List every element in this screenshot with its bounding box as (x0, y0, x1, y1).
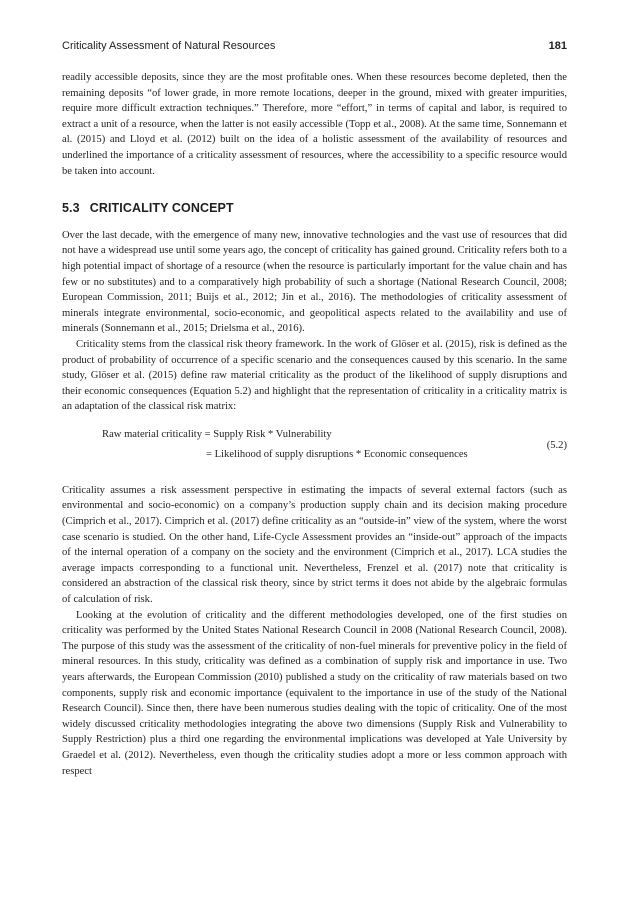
equation-5-2 (62, 427, 567, 469)
paragraph: Looking at the evolution of criticality and the different methodologies developed, one of the first studies on criticality was performed by the United States National Research Council in 2008 (National Research Council, 2008). The purpose of this study was the assessment of the criticality of non-fuel minerals for preventive policy in the field of mineral resources. In this study, criticality was defined as a combination of supply risk and importance in use. Two years afterwards, the European Commission (2010) published a study on the criticality of raw materials based on two components, supply risk and economic importance (equivalent to the importance in use of the study of the National Research Council). Since then, there have been numerous studies dealing with the topic of criticality. One of the most widely discussed criticality methodologies integrating the above two dimensions (Supply Risk and Vulnerability to Supply Restriction) plus a third one regarding the environmental implications was developed at Yale University by Graedel et al. (2012). Nevertheless, even though the criticality studies adopt a more or less common approach with respect (62, 609, 567, 777)
equation-line-2: = Likelihood of supply disruptions * Economic consequences (206, 448, 468, 460)
running-head (62, 40, 567, 52)
paragraph: Criticality stems from the classical risk theory framework. In the work of Glöser et al. (2015), risk is defined as the product of probability of occurrence of a specific scenario and the consequences caused by this scenario. In the same study, Glöser et al. (2015) define raw material criticality as the product of the likelihood of supply disruptions and their economic consequences (Equation 5.2) and highlight that the representation of criticality in a criticality matrix is an adaptation of the classical risk matrix: (62, 338, 567, 413)
section-heading (62, 201, 567, 217)
section-title: CRITICALITY CONCEPT (89, 201, 234, 216)
body-text (62, 70, 567, 779)
section-number: 5.3 (62, 201, 80, 216)
equation-line-1: Raw material criticality = Supply Risk * Vulnerability (102, 428, 332, 440)
equation-number: (5.2) (546, 439, 567, 451)
paragraph: Over the last decade, with the emergence of many new, innovative technologies and the vast use of resources that did not have a widespread use until some years ago, the concept of criticality has gained ground. Criticality refers both to a high potential impact of shortage of a resource (when the resource is particularly important for the value chain and has few or no substitutes) and to a comparatively high probability of such a shortage (National Research Council, 2008; European Commission, 2011; Buijs et al., 2012; Jin et al., 2016). The methodologies of criticality assessment of minerals integrate environmental, socio-economic, and geopolitical aspects related to the availability and use of minerals (Sonnemann et al., 2015; Drielsma et al., 2016). (62, 229, 567, 335)
paragraph: Criticality assumes a risk assessment perspective in estimating the impacts of several external factors (such as environmental and socio-economic) on a company’s production supply chain and its decision making procedure (Cimprich et al., 2017). Cimprich et al. (2017) define criticality as an “outside-in” view of the system, where the worst case scenario is studied. On the other hand, Life-Cycle Assessment provides an “inside-out” approach of the impacts of the internal operation of a company on the society and the environment (Cimprich et al., 2017). LCA studies the average impacts corresponding to a functional unit. Nevertheless, Frenzel et al. (2017) note that criticality is considered an abstraction of the classical risk theory, since by strict terms it does not abide by the algebraic formulas of calculation of risk. (62, 484, 567, 606)
page-number: 181 (548, 40, 567, 52)
paragraph-continued: readily accessible deposits, since they are the most profitable ones. When these resources become depleted, then the remaining deposits “of lower grade, in more remote locations, deeper in the ground, mixed with greater impurities, require more difficult extraction techniques.” Therefore, more “effort,” in terms of capital and labor, is required to extract a unit of a resource, when the latter is not easily accessible (Topp et al., 2008). At the same time, Sonnemann et al. (2015) and Lloyd et al. (2012) built on the idea of a holistic assessment of the availability of resources and underlined the importance of a criticality assessment of resources, where the accessibility to a specific resource would be taken into account. (62, 72, 567, 177)
running-title: Criticality Assessment of Natural Resources (62, 40, 276, 52)
